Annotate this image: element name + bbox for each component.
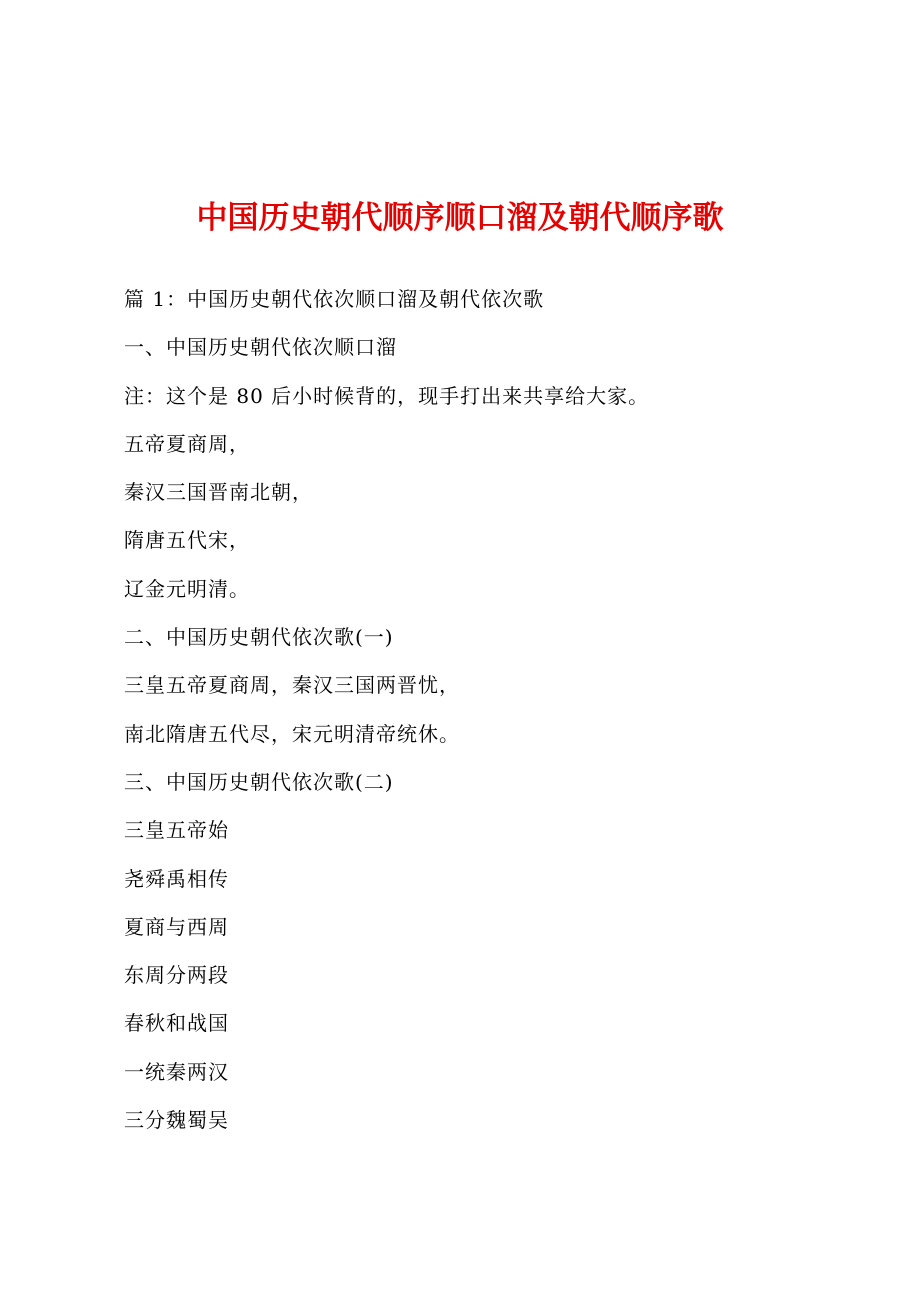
paragraph-line: 三、中国历史朝代依次歌(二) bbox=[124, 769, 394, 794]
paragraph-line: 二、中国历史朝代依次歌(一) bbox=[124, 625, 394, 650]
paragraph-line: 五帝夏商周， bbox=[124, 431, 250, 456]
paragraph-line: 一统秦两汉 bbox=[124, 1059, 229, 1084]
paragraph-line: 三皇五帝始 bbox=[124, 818, 229, 843]
paragraph-line: 春秋和战国 bbox=[124, 1011, 229, 1036]
paragraph-line: 东周分两段 bbox=[124, 963, 229, 988]
paragraph-line: 南北隋唐五代尽，宋元明清帝统休。 bbox=[124, 721, 460, 746]
paragraph-line: 夏商与西周 bbox=[124, 914, 229, 939]
paragraph-line: 一、中国历史朝代依次顺口溜 bbox=[124, 335, 397, 360]
paragraph-line: 三皇五帝夏商周，秦汉三国两晋忧， bbox=[124, 673, 460, 698]
paragraph-line: 三分魏蜀吴 bbox=[124, 1108, 229, 1133]
paragraph-line: 注：这个是 80 后小时候背的，现手打出来共享给大家。 bbox=[124, 383, 650, 408]
document-body bbox=[124, 281, 649, 1150]
document-title: 中国历史朝代顺序顺口溜及朝代顺序歌 bbox=[196, 200, 724, 236]
paragraph-line: 尧舜禹相传 bbox=[124, 866, 229, 891]
paragraph-line: 隋唐五代宋， bbox=[124, 528, 250, 553]
paragraph-line: 篇 1：中国历史朝代依次顺口溜及朝代依次歌 bbox=[124, 287, 545, 311]
paragraph-line: 辽金元明清。 bbox=[124, 576, 250, 601]
paragraph-line: 秦汉三国晋南北朝， bbox=[124, 480, 313, 505]
